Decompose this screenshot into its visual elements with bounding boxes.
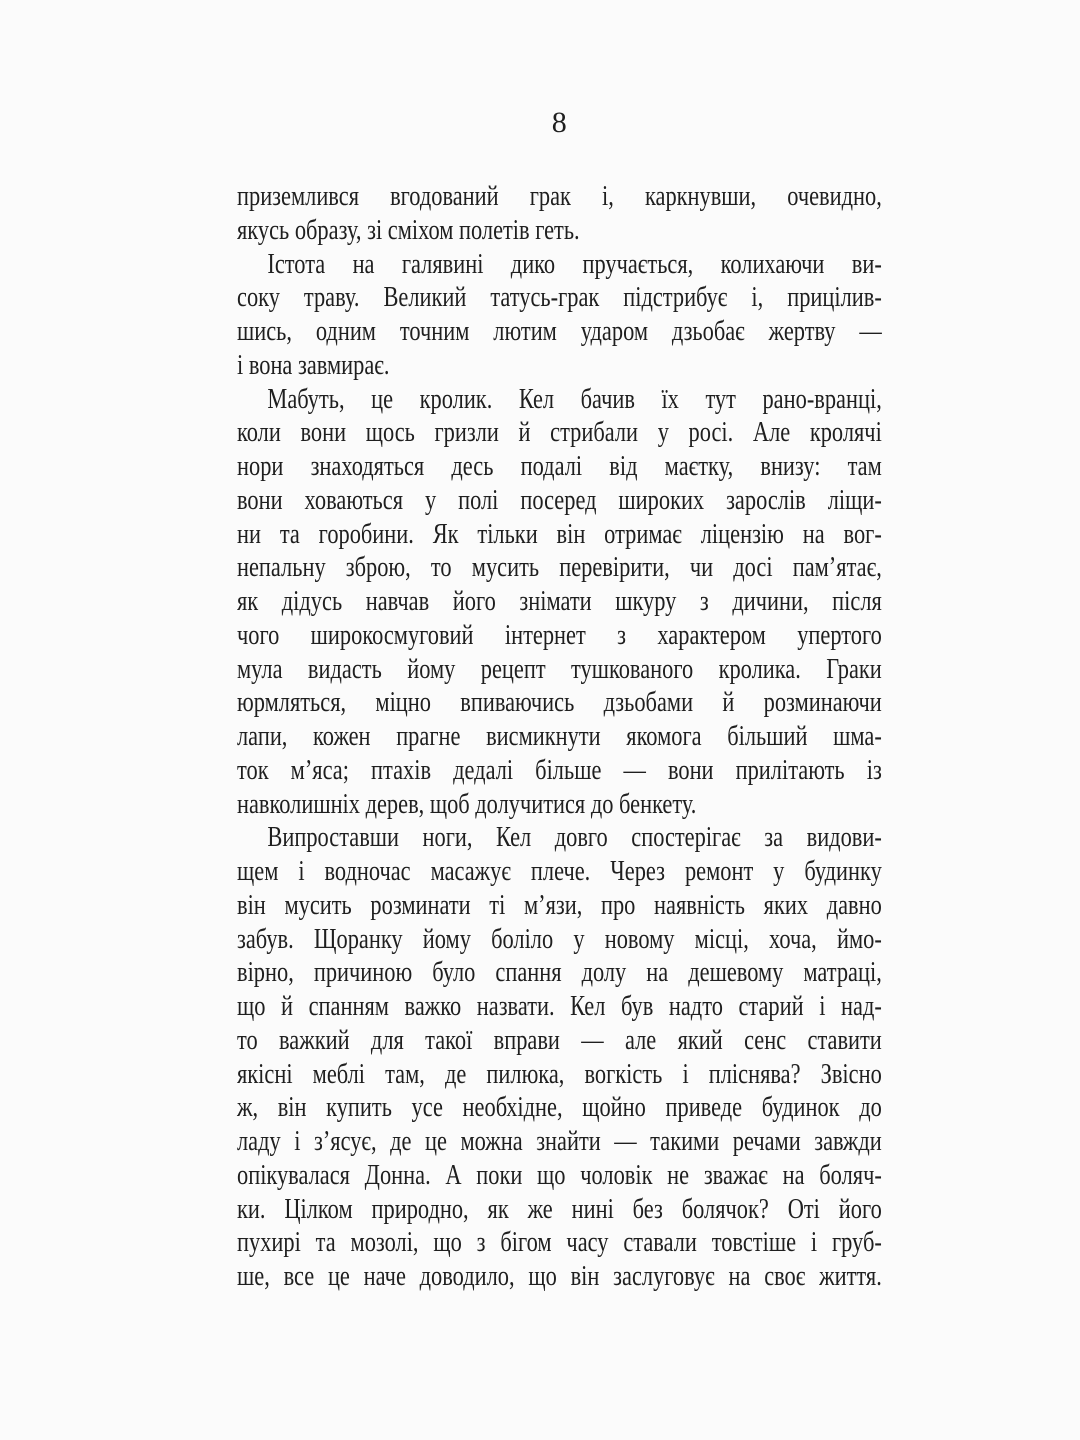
text-line: що й спанням важко назвати. Кел був надто старий і над-	[237, 991, 882, 1022]
text-line: і вона завмирає.	[237, 349, 390, 381]
text-line: пухирі та мозолі, що з бігом часу ставали товстіше і груб-	[237, 1227, 882, 1259]
text-line: ше, все це наче доводило, що він заслуговує на своє життя.	[237, 1261, 882, 1292]
text-line: юрмляться, міцно впиваючись дзьобами й розминаючи	[237, 687, 882, 719]
text-line: мула видасть йому рецепт тушкованого кролика. Граки	[237, 653, 882, 685]
text-line: коли вони щось гризли й стрибали у росі. Але кролячі	[237, 417, 882, 449]
text-line: Істота на галявині дико пручається, колихаючи ви-	[267, 248, 882, 280]
text-line: ж, він купить усе необхідне, щойно приведе будинок до	[237, 1092, 882, 1124]
text-line: непальну зброю, то мусить перевірити, чи досі пам’ятає,	[237, 552, 882, 584]
body-text-wrap	[237, 180, 882, 1294]
paragraph	[237, 248, 882, 383]
text-line: вони ховаються у полі посеред широких зарослів ліщи-	[237, 484, 882, 516]
text-line: лапи, кожен прагне висмикнути якомога більший шма-	[237, 721, 882, 752]
text-line: як дідусь навчав його знімати шкуру з дичини, після	[237, 586, 882, 617]
paragraph	[237, 821, 882, 1294]
paragraph	[237, 383, 882, 822]
text-line: ки. Цілком природно, як же нині без болячок? Оті його	[237, 1193, 882, 1225]
text-line: забув. Щоранку йому боліло у новому місці, хоча, ймо-	[237, 923, 882, 955]
text-line: ладу і з’ясує, де це можна знайти — такими речами завжди	[237, 1126, 882, 1157]
text-line: якісні меблі там, де пилюка, вогкість і пліснява? Звісно	[237, 1058, 882, 1090]
text-line: він мусить розминати ті м’язи, про наявність яких давно	[237, 889, 882, 921]
text-line: то важкий для такої вправи — але який сенс ставити	[237, 1024, 882, 1056]
text-line: опікувалася Донна. А поки що чоловік не зважає на боляч-	[237, 1159, 882, 1191]
text-line: чого широкосмуговий інтернет з характером упертого	[237, 619, 882, 651]
text-line: Випроставши ноги, Кел довго спостерігає за видови-	[267, 822, 882, 854]
text-line: ток м’яса; птахів дедалі більше — вони прилітають із	[237, 754, 882, 786]
text-line: нори знаходяться десь подалі від маєтку, внизу: там	[237, 451, 882, 482]
text-line: ни та горобини. Як тільки він отримає ліцензію на вог-	[237, 518, 882, 550]
text-line: приземлився вгодований грак і, каркнувши, очевидно,	[237, 181, 882, 212]
text-line: щем і водночас масажує плече. Через ремонт у будинку	[237, 856, 882, 887]
page-number: 8	[551, 106, 568, 139]
body-text	[237, 180, 882, 1294]
text-line: вірно, причиною було спання долу на дешевому матраці,	[237, 957, 882, 989]
text-line: шись, одним точним лютим ударом дзьобає жертву —	[237, 316, 882, 347]
paragraph	[237, 180, 882, 248]
text-line: якусь образу, зі сміхом полетів геть.	[237, 214, 580, 246]
text-line: навколишніх дерев, щоб долучитися до бенкету.	[237, 788, 697, 820]
text-line: соку траву. Великий татусь-грак підстрибує і, прицілив-	[237, 282, 882, 314]
text-line: Мабуть, це кролик. Кел бачив їх тут рано-вранці,	[267, 383, 882, 415]
